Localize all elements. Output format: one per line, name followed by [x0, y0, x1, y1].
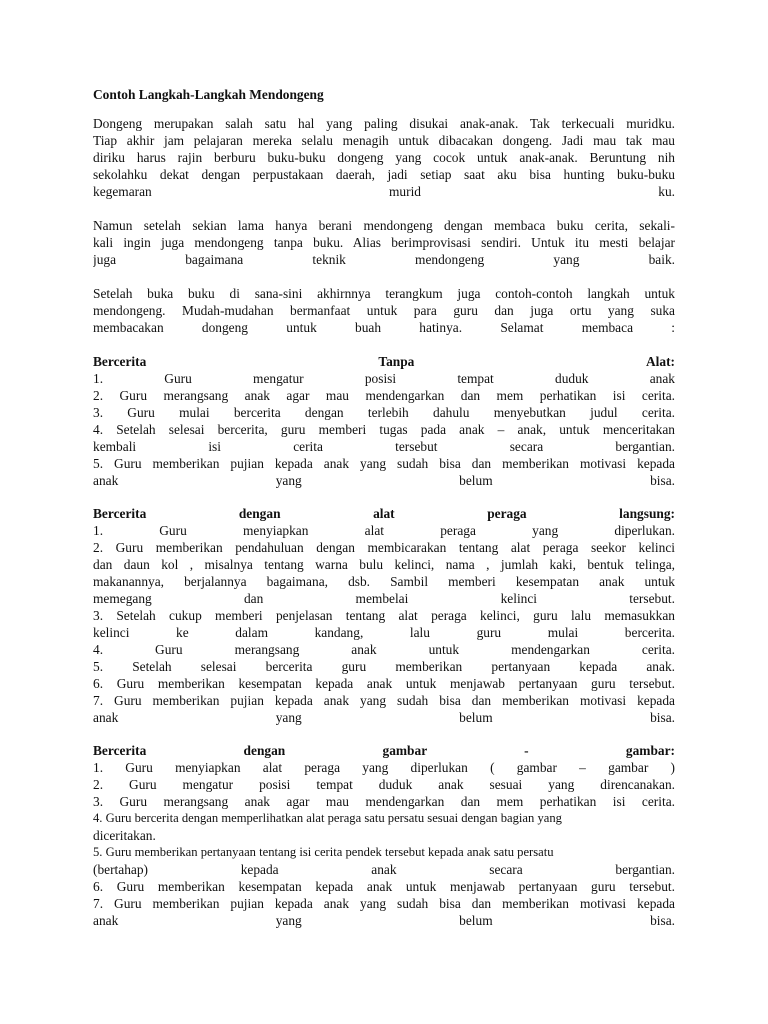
- list-item: 2. Guru merangsang anak agar mau mendengarkan dan mem perhatikan isi cerita.: [93, 388, 675, 403]
- list-item: 1. Guru mengatur posisi tempat duduk anak: [93, 371, 675, 386]
- list-item: anak yang belum bisa.: [93, 710, 675, 725]
- list-item: diceritakan.: [93, 828, 156, 843]
- section-heading: Bercerita dengan alat peraga langsung:: [93, 506, 675, 521]
- section-bercerita-dengan-gambar: [93, 742, 675, 929]
- list-item: 5. Guru memberikan pertanyaan tentang isi cerita pendek tersebut kepada anak satu persatu: [93, 845, 554, 859]
- paragraph-line: juga bagaimana teknik mendongeng yang baik.: [93, 252, 675, 267]
- section-heading: Bercerita dengan gambar - gambar:: [93, 743, 675, 758]
- paragraph-line: Namun setelah sekian lama hanya berani mendongeng dengan membaca buku cerita, sekali-: [93, 218, 675, 233]
- list-item: (bertahap) kepada anak secara bergantian.: [93, 862, 675, 877]
- paragraph-line: Tiap akhir jam pelajaran mereka selalu menagih untuk dibacakan dongeng. Jadi mau tak mau: [93, 133, 675, 148]
- list-item: kembali isi cerita tersebut secara bergantian.: [93, 439, 675, 454]
- second-paragraph: [93, 217, 675, 268]
- paragraph-line: Dongeng merupakan salah satu hal yang paling disukai anak-anak. Tak terkecuali muridku.: [93, 116, 675, 131]
- paragraph-line: kali ingin juga mendongeng tanpa buku. Alias berimprovisasi sendiri. Untuk itu mesti belajar: [93, 235, 675, 250]
- list-item: 1. Guru menyiapkan alat peraga yang diperlukan.: [93, 523, 675, 538]
- list-item: makanannya, berjalannya bagaimana, dsb. Sambil memberi kesempatan anak untuk: [93, 574, 675, 589]
- intro-paragraph: [93, 115, 675, 200]
- paragraph-line: sekolahku dekat dengan perpustakaan daerah, jadi setiap saat aku bisa hunting buku-buku: [93, 167, 675, 182]
- list-item: 5. Guru memberikan pujian kepada anak yang sudah bisa dan memberikan motivasi kepada: [93, 456, 675, 471]
- list-item: anak yang belum bisa.: [93, 913, 675, 928]
- list-item: 6. Guru memberikan kesempatan kepada anak untuk menjawab pertanyaan guru tersebut.: [93, 879, 675, 894]
- list-item: 1. Guru menyiapkan alat peraga yang diperlukan ( gambar – gambar ): [93, 760, 675, 775]
- list-item: anak yang belum bisa.: [93, 473, 675, 488]
- section-bercerita-tanpa-alat: [93, 353, 675, 489]
- list-item: 3. Guru mulai bercerita dengan terlebih dahulu menyebutkan judul cerita.: [93, 405, 675, 420]
- list-item: 4. Guru bercerita dengan memperlihatkan alat peraga satu persatu sesuai dengan bagian yang: [93, 811, 562, 825]
- paragraph-line: Setelah buka buku di sana-sini akhirnnya terangkum juga contoh-contoh langkah untuk: [93, 286, 675, 301]
- list-item: 3. Setelah cukup memberi penjelasan tentang alat peraga kelinci, guru lalu memasukkan: [93, 608, 675, 623]
- list-item: 5. Setelah selesai bercerita guru memberikan pertanyaan kepada anak.: [93, 659, 675, 674]
- list-item: memegang dan membelai kelinci tersebut.: [93, 591, 675, 606]
- paragraph-line: diriku harus rajin berburu buku-buku dongeng yang cocok untuk anak-anak. Beruntung nih: [93, 150, 675, 165]
- document-title: Contoh Langkah-Langkah Mendongeng: [93, 87, 324, 102]
- document-body: [93, 86, 675, 945]
- list-item: kelinci ke dalam kandang, lalu guru mulai bercerita.: [93, 625, 675, 640]
- list-item: 2. Guru memberikan pendahuluan dengan membicarakan tentang alat peraga seekor kelinci: [93, 540, 675, 555]
- list-item: dan daun kol , misalnya tentang warna bulu kelinci, nama , jumlah kaki, bentuk telinga,: [93, 557, 675, 572]
- section-bercerita-alat-peraga-langsung: [93, 505, 675, 726]
- list-item: 7. Guru memberikan pujian kepada anak yang sudah bisa dan memberikan motivasi kepada: [93, 896, 675, 911]
- list-item: 2. Guru mengatur posisi tempat duduk anak sesuai yang direncanakan.: [93, 777, 675, 792]
- paragraph-line: kegemaran murid ku.: [93, 184, 675, 199]
- list-item: 6. Guru memberikan kesempatan kepada anak untuk menjawab pertanyaan guru tersebut.: [93, 676, 675, 691]
- third-paragraph: [93, 285, 675, 336]
- section-heading: Bercerita Tanpa Alat:: [93, 354, 675, 369]
- list-item: 3. Guru merangsang anak agar mau mendengarkan dan mem perhatikan isi cerita.: [93, 794, 675, 809]
- list-item: 4. Setelah selesai bercerita, guru memberi tugas pada anak – anak, untuk menceritakan: [93, 422, 675, 437]
- paragraph-line: mendongeng. Mudah-mudahan bermanfaat untuk para guru dan juga ortu yang suka: [93, 303, 675, 318]
- list-item: 7. Guru memberikan pujian kepada anak yang sudah bisa dan memberikan motivasi kepada: [93, 693, 675, 708]
- list-item: 4. Guru merangsang anak untuk mendengarkan cerita.: [93, 642, 675, 657]
- paragraph-line: membacakan dongeng untuk buah hatinya. Selamat membaca :: [93, 320, 675, 335]
